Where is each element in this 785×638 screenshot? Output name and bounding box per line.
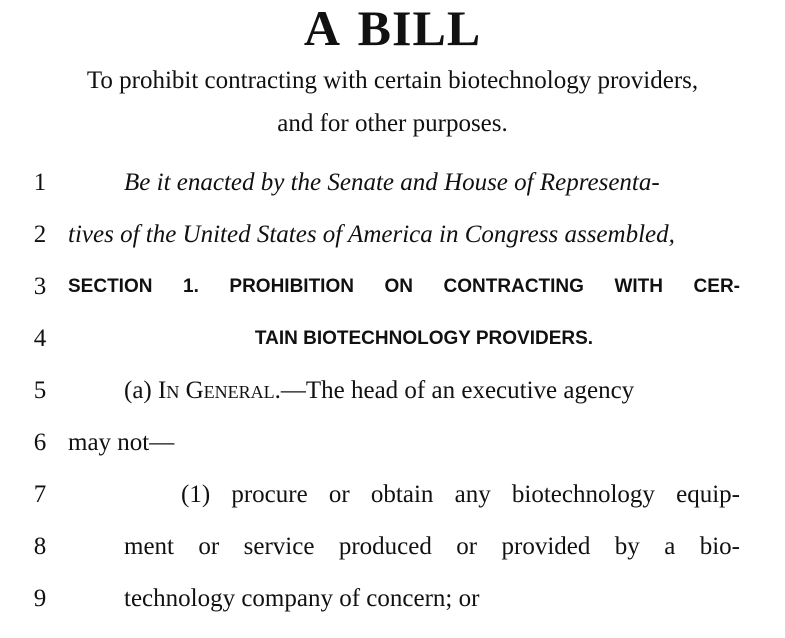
purpose-line-1: To prohibit contracting with certain biotechnology providers, xyxy=(86,67,699,94)
line-number: 7 xyxy=(33,481,47,508)
paragraph-1-line-1: (1) procure or obtain any biotechnology equip- xyxy=(181,481,740,508)
line-number: 4 xyxy=(33,325,47,352)
line-number: 9 xyxy=(33,585,47,612)
subsection-a-heading: In General xyxy=(158,377,275,404)
paragraph-1-line-3: technology company of concern; or xyxy=(124,585,480,612)
purpose-line-2: and for other purposes. xyxy=(277,110,508,137)
section-heading-line-1: SECTION 1. PROHIBITION ON CONTRACTING WITH CER- xyxy=(68,276,740,297)
subsection-a-text: .—The head of an executive agency xyxy=(274,377,635,404)
enacting-clause-line-1: Be it enacted by the Senate and House of Representa- xyxy=(124,169,660,196)
subsection-a-label: (a) xyxy=(124,377,158,404)
bill-title: A BILL xyxy=(303,0,482,56)
line-number: 6 xyxy=(33,429,47,456)
line-number: 2 xyxy=(33,221,47,248)
line-number: 3 xyxy=(33,273,47,300)
enacting-clause-line-2: tives of the United States of America in Congress assembled, xyxy=(68,221,675,248)
line-number: 5 xyxy=(33,377,47,404)
line-number: 1 xyxy=(33,169,47,196)
section-heading-line-2: TAIN BIOTECHNOLOGY PROVIDERS. xyxy=(254,328,594,349)
line-number: 8 xyxy=(33,533,47,560)
subsection-a-line xyxy=(124,377,634,405)
paragraph-1-line-2: ment or service produced or provided by a bio- xyxy=(124,533,740,560)
subsection-a-continuation: may not— xyxy=(68,429,175,456)
